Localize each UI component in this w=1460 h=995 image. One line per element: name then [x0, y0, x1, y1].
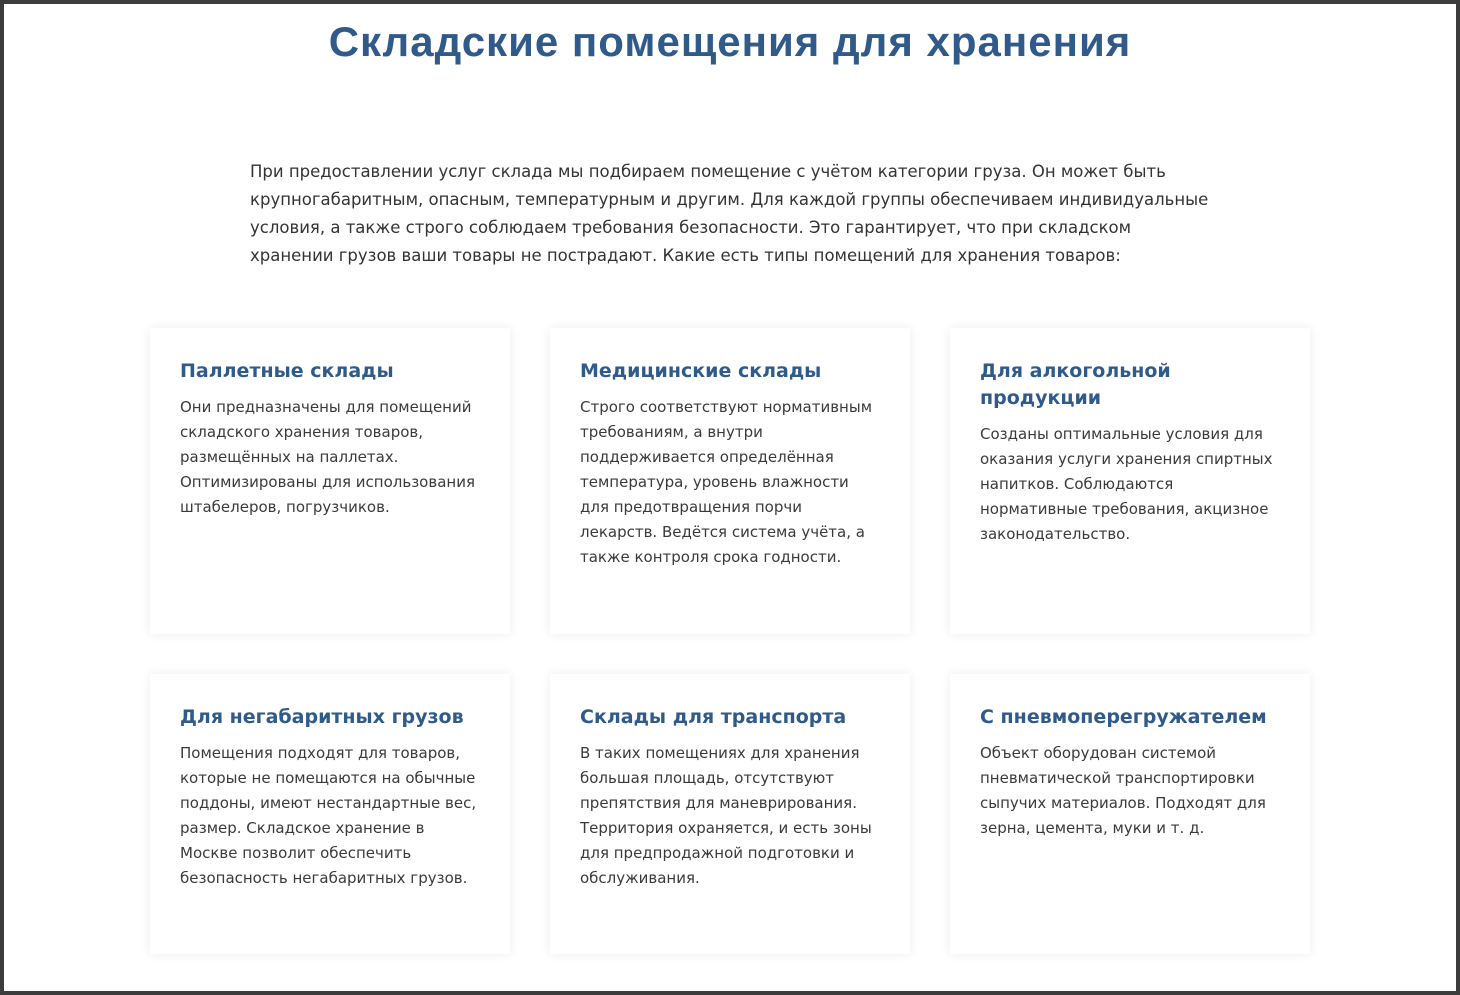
page-title: Складские помещения для хранения [328, 18, 1132, 65]
warehouse-types-grid [150, 328, 1310, 954]
card-title: С пневмоперегружателем [980, 706, 1267, 728]
card-transport-warehouses [550, 674, 910, 954]
card-title: Паллетные склады [180, 360, 394, 382]
card-alcohol-products [950, 328, 1310, 634]
card-medical-warehouses [550, 328, 910, 634]
card-title: Для алкогольной продукции [980, 360, 1171, 409]
intro-paragraph: При предоставлении услуг склада мы подбираем помещение с учётом категории груза. Он может быть крупногабаритным, опасным, температурным и другим. Для каждой группы обеспечиваем индивидуальные условия, а также строго соблюдаем требования безопасности. Это гарантирует, что при складском хранении грузов ваши товары не пострадают. Какие есть типы помещений для хранения товаров: [250, 162, 1209, 265]
card-text: Помещения подходят для товаров, которые не помещаются на обычные поддоны, имеют нестандартные вес, размер. Складское хранение в Москве позволит обеспечить безопасность негабаритных грузов. [180, 744, 477, 887]
card-text: В таких помещениях для хранения большая площадь, отсутствуют препятствия для маневрирования. Территория охраняется, и есть зоны для предпродажной подготовки и обслуживания. [580, 744, 872, 887]
card-pallet-warehouses [150, 328, 510, 634]
card-pneumatic-unloader [950, 674, 1310, 954]
card-oversized-cargo [150, 674, 510, 954]
card-title: Медицинские склады [580, 360, 822, 382]
page-frame [4, 4, 1456, 991]
card-text: Объект оборудован системой пневматической транспортировки сыпучих материалов. Подходят для зерна, цемента, муки и т. д. [980, 744, 1266, 837]
card-text: Созданы оптимальные условия для оказания услуги хранения спиртных напитков. Соблюдаются нормативные требования, акцизное законодательство. [980, 425, 1273, 543]
card-title: Для негабаритных грузов [180, 706, 464, 728]
card-text: Они предназначены для помещений складского хранения товаров, размещённых на паллетах. Оптимизированы для использования штабелеров, погрузчиков. [180, 398, 475, 516]
card-title: Склады для транспорта [580, 706, 847, 728]
card-text: Строго соответствуют нормативным требованиям, а внутри поддерживается определённая температура, уровень влажности для предотвращения порчи лекарств. Ведётся система учёта, а также контроля срока годности. [580, 398, 873, 566]
